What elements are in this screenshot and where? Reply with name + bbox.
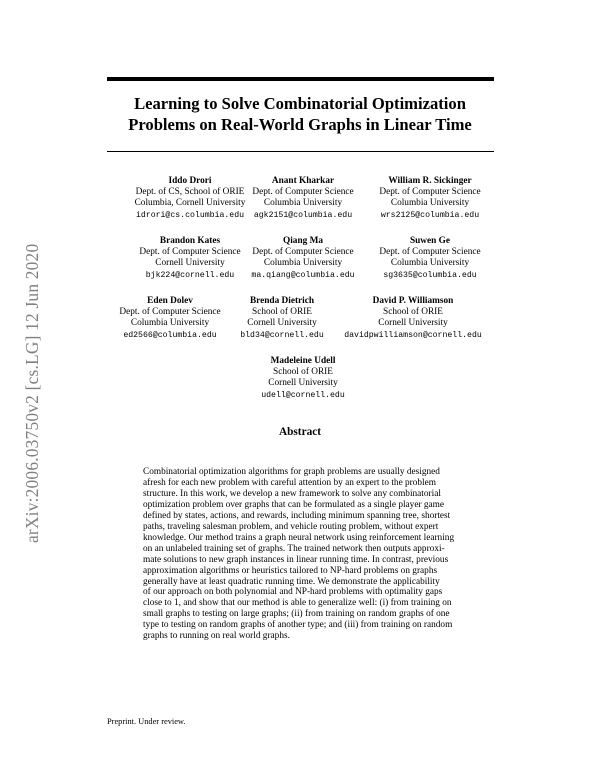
author-email: udell@cornell.edu — [261, 390, 345, 400]
author-name: Suwen Ge — [409, 236, 451, 246]
author-affiliation: School of ORIE — [273, 367, 333, 378]
author-email: bld34@cornell.edu — [240, 330, 324, 340]
author-affiliation: Columbia University — [263, 198, 343, 209]
abstract-line: of our approach on both polynomial and NP-hard problems with optimality gaps — [143, 587, 443, 598]
arxiv-identifier-stamp: arXiv:2006.03750v2 [cs.LG] 12 Jun 2020 — [22, 243, 42, 543]
author-affiliation: Dept. of Computer Science — [379, 187, 481, 198]
title-line: Problems on Real-World Graphs in Linear Time — [128, 115, 472, 134]
author-name: William R. Sickinger — [388, 176, 472, 186]
author-name: Anant Kharkar — [271, 176, 335, 186]
author-affiliation: Columbia University — [390, 198, 470, 209]
abstract-line: afresh for each new problem with careful attention by an expert to the problem — [143, 477, 436, 488]
abstract-line: graphs to running on real world graphs. — [143, 631, 290, 642]
abstract-line: structure. In this work, we develop a new framework to solve any combinatorial — [143, 488, 441, 499]
author-email: sg3635@columbia.edu — [383, 270, 477, 280]
author-affiliation: School of ORIE — [252, 307, 312, 318]
author-affiliation: School of ORIE — [383, 307, 443, 318]
abstract-line: Combinatorial optimization algorithms for graph problems are usually designed — [143, 467, 440, 477]
author-name: Madeleine Udell — [270, 356, 336, 366]
abstract-line: approximation algorithms or heuristics tailored to NP-hard problems on graphs — [143, 565, 438, 576]
author-affiliation: Columbia, Cornell University — [134, 198, 246, 209]
author-email: agk2151@columbia.edu — [253, 210, 353, 220]
abstract-line: knowledge. Our method trains a graph neural network using reinforcement learning — [143, 532, 455, 543]
author-affiliation: Columbia University — [390, 258, 470, 269]
author-block — [355, 176, 505, 221]
preprint-footnote: Preprint. Under review. — [107, 717, 186, 726]
author-name: David P. Williamson — [372, 296, 454, 306]
title-top-rule — [107, 77, 494, 81]
abstract-line: type to testing on random graphs of another type; and (iii) from training on random — [143, 620, 453, 631]
author-affiliation: Dept. of Computer Science — [139, 247, 241, 258]
abstract-line: close to 1, and show that our method is able to generalize well: (i) from training on — [143, 598, 452, 609]
author-affiliation: Cornell University — [378, 318, 448, 329]
abstract-line: small graphs to testing on large graphs; (ii) from training on random graphs of one — [143, 609, 450, 620]
author-block — [338, 296, 488, 341]
author-affiliation: Columbia University — [263, 258, 343, 269]
author-affiliation: Dept. of Computer Science — [379, 247, 481, 258]
abstract-line: optimization problem over graphs that can be formulated as a single player game — [143, 499, 445, 510]
author-block — [228, 356, 378, 401]
author-affiliation: Dept. of Computer Science — [252, 187, 354, 198]
title-line: Learning to Solve Combinatorial Optimization — [134, 94, 466, 113]
abstract-line: paths, traveling salesman problem, and vehicle routing problem, without expert — [143, 521, 439, 532]
author-email: ed2566@columbia.edu — [123, 330, 217, 340]
abstract-body — [143, 467, 463, 642]
abstract-heading: Abstract — [278, 426, 322, 438]
author-block — [207, 296, 357, 341]
abstract-line: mate solutions to new graph instances in linear running time. In contrast, previous — [143, 554, 449, 565]
author-affiliation: Dept. of Computer Science — [119, 307, 221, 318]
author-name: Qiang Ma — [282, 236, 324, 246]
author-name: Brenda Dietrich — [249, 296, 315, 306]
abstract-line: defined by states, actions, and rewards, including minimum spanning tree, shortest — [143, 510, 451, 521]
author-block — [355, 236, 505, 281]
author-email: wrs2125@columbia.edu — [380, 210, 480, 220]
author-email: bjk224@cornell.edu — [145, 270, 235, 280]
author-affiliation: Cornell University — [268, 378, 338, 389]
author-name: Iddo Drori — [168, 176, 212, 186]
author-affiliation: Cornell University — [247, 318, 317, 329]
author-email: idrori@cs.columbia.edu — [135, 210, 245, 220]
abstract-line: generally have at least quadratic running time. We demonstrate the applicability — [143, 576, 440, 587]
author-email: davidpwilliamson@cornell.edu — [344, 330, 482, 340]
author-name: Brandon Kates — [159, 236, 221, 246]
abstract-line: on an unlabeled training set of graphs. The trained network then outputs approxi- — [143, 543, 445, 554]
author-affiliation: Dept. of Computer Science — [252, 247, 354, 258]
paper-title — [100, 93, 500, 135]
author-email: ma.qiang@columbia.edu — [251, 270, 355, 280]
author-affiliation: Cornell University — [155, 258, 225, 269]
author-affiliation: Dept. of CS, School of ORIE — [135, 187, 245, 198]
author-affiliation: Columbia University — [130, 318, 210, 329]
title-bottom-rule — [107, 151, 494, 152]
author-name: Eden Dolev — [147, 296, 193, 306]
